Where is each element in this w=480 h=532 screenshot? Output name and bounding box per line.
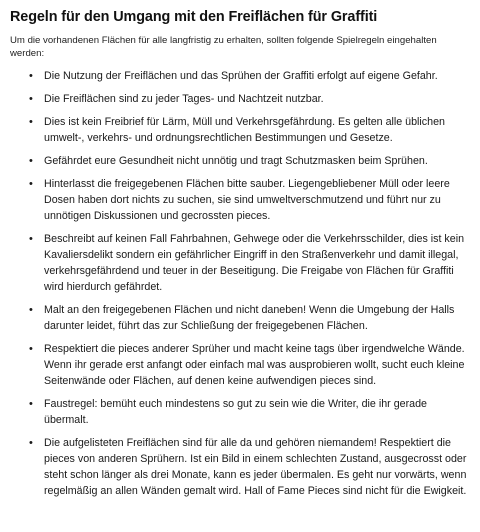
rule-text: Die Freiflächen sind zu jeder Tages- und Nachtzeit nutzbar. bbox=[44, 93, 324, 105]
list-item bbox=[10, 435, 470, 499]
bullet-icon: • bbox=[29, 437, 33, 449]
rule-text: Dies ist kein Freibrief für Lärm, Müll und Verkehrsgefährdung. Es gelten alle üblichen umwelt-, verkehrs- und ordnungsrechtlichen Bestimmungen und Gesetze. bbox=[44, 116, 445, 144]
bullet-icon: • bbox=[29, 304, 33, 316]
list-item bbox=[10, 176, 470, 224]
rule-text: Malt an den freigegebenen Flächen und nicht daneben! Wenn die Umgebung der Halls darunter leidet, führt das zur Schließung der freigegebenen Flächen. bbox=[44, 304, 455, 332]
bullet-icon: • bbox=[29, 155, 33, 167]
rule-text: Faustregel: bemüht euch mindestens so gut zu sein wie die Writer, die ihr gerade übermalt. bbox=[44, 398, 427, 426]
bullet-icon: • bbox=[29, 70, 33, 82]
rule-text: Beschreibt auf keinen Fall Fahrbahnen, Gehwege oder die Verkehrsschilder, dies ist kein Kavaliersdelikt sondern ein gefährlicher Eingriff in den Straßenverkehr und damit illegal, verkehrsgefährdend und teuer in der Beseitigung. Die Freigabe von Flächen für Graffiti wird hierdurch gefährdet. bbox=[44, 233, 465, 293]
bullet-icon: • bbox=[29, 93, 33, 105]
list-item bbox=[10, 153, 470, 169]
list-item bbox=[10, 91, 470, 107]
intro-text: Um die vorhandenen Flächen für alle langfristig zu erhalten, sollten folgende Spielregeln eingehalten werden: bbox=[10, 35, 437, 59]
bullet-icon: • bbox=[29, 178, 33, 190]
bullet-icon: • bbox=[29, 116, 33, 128]
rule-text: Die aufgelisteten Freiflächen sind für alle da und gehören niemandem! Respektiert die pieces von anderen Sprühern. Ist ein Bild in einem schlechten Zustand, ausgecrosst oder steht schon länger als drei Monate, kann es jeder übermalen. Es geht nur vorwärts, wenn regelmäßig an allen Wänden gemalt wird. Hall of Fame Pieces sind nicht für die Ewigkeit. bbox=[44, 437, 467, 497]
bullet-icon: • bbox=[29, 343, 33, 355]
list-item bbox=[10, 114, 470, 146]
list-item bbox=[10, 302, 470, 334]
list-item bbox=[10, 341, 470, 389]
list-item bbox=[10, 396, 470, 428]
bullet-icon: • bbox=[29, 398, 33, 410]
rule-text: Hinterlasst die freigegebenen Flächen bitte sauber. Liegengebliebener Müll oder leere Dosen haben dort nichts zu suchen, sie sind umweltverschmutzend und führt nur zu unnötigen Diskussionen und gecrossten pieces. bbox=[44, 178, 450, 222]
rule-text: Respektiert die pieces anderer Sprüher und macht keine tags über irgendwelche Wände. Wenn ihr gerade erst anfangt oder einfach mal was ausprobieren wollt, sucht euch kleine Seitenwände oder Flächen, auf denen keine aufwendigen pieces sind. bbox=[44, 343, 465, 387]
list-item bbox=[10, 68, 470, 84]
bullet-icon: • bbox=[29, 233, 33, 245]
page-title: Regeln für den Umgang mit den Freiflächen für Graffiti bbox=[10, 9, 378, 25]
rule-text: Gefährdet eure Gesundheit nicht unnötig und tragt Schutzmasken beim Sprühen. bbox=[44, 155, 428, 167]
rules-list bbox=[10, 68, 470, 499]
rule-text: Die Nutzung der Freiflächen und das Sprühen der Graffiti erfolgt auf eigene Gefahr. bbox=[44, 70, 438, 82]
list-item bbox=[10, 231, 470, 295]
